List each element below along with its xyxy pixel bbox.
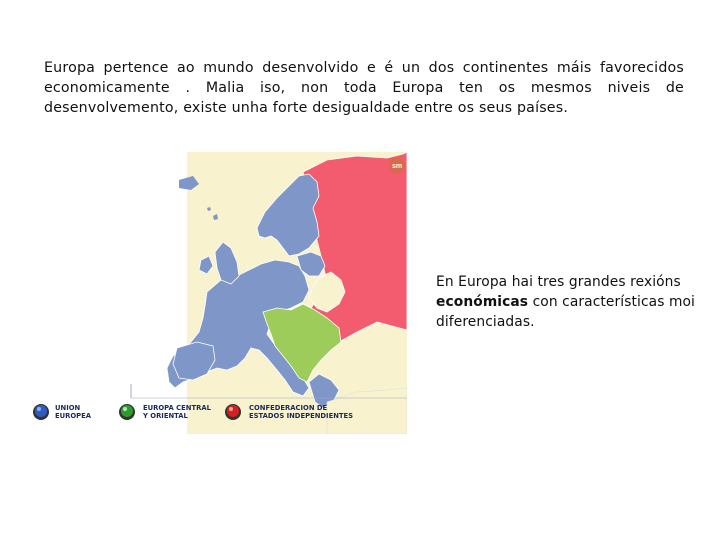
intro-paragraph: Europa pertence ao mundo desenvolvido e é un dos continentes máis favorecidos economicamente . Malia iso, non toda Europa ten os mesmos niveis de desenvolvemento, existe unha forte desigualdade entre os seus países. [44, 60, 684, 116]
side-text-bold: económicas [436, 294, 529, 310]
legend-label-eu-1: UNION [55, 404, 81, 412]
europe-economic-regions-map [27, 152, 407, 434]
blue-button-icon [35, 405, 47, 417]
legend-label-ce-2: Y ORIENTAL [143, 412, 188, 420]
legend-label-cis-1: CONFEDERACION DE [249, 404, 328, 412]
red-button-icon [227, 405, 239, 417]
side-paragraph [436, 272, 698, 332]
green-button-icon [121, 405, 133, 417]
side-text-part1: En Europa hai tres grandes rexións [436, 274, 681, 290]
sm-logo-text: sm [391, 163, 403, 170]
side-text-part2: con características moi diferenciadas. [436, 294, 695, 330]
legend-label-cis-2: ESTADOS INDEPENDIENTES [249, 412, 354, 420]
legend-label-ce-1: EUROPA CENTRAL [143, 404, 211, 412]
legend-label-eu-2: EUROPEA [55, 412, 92, 420]
